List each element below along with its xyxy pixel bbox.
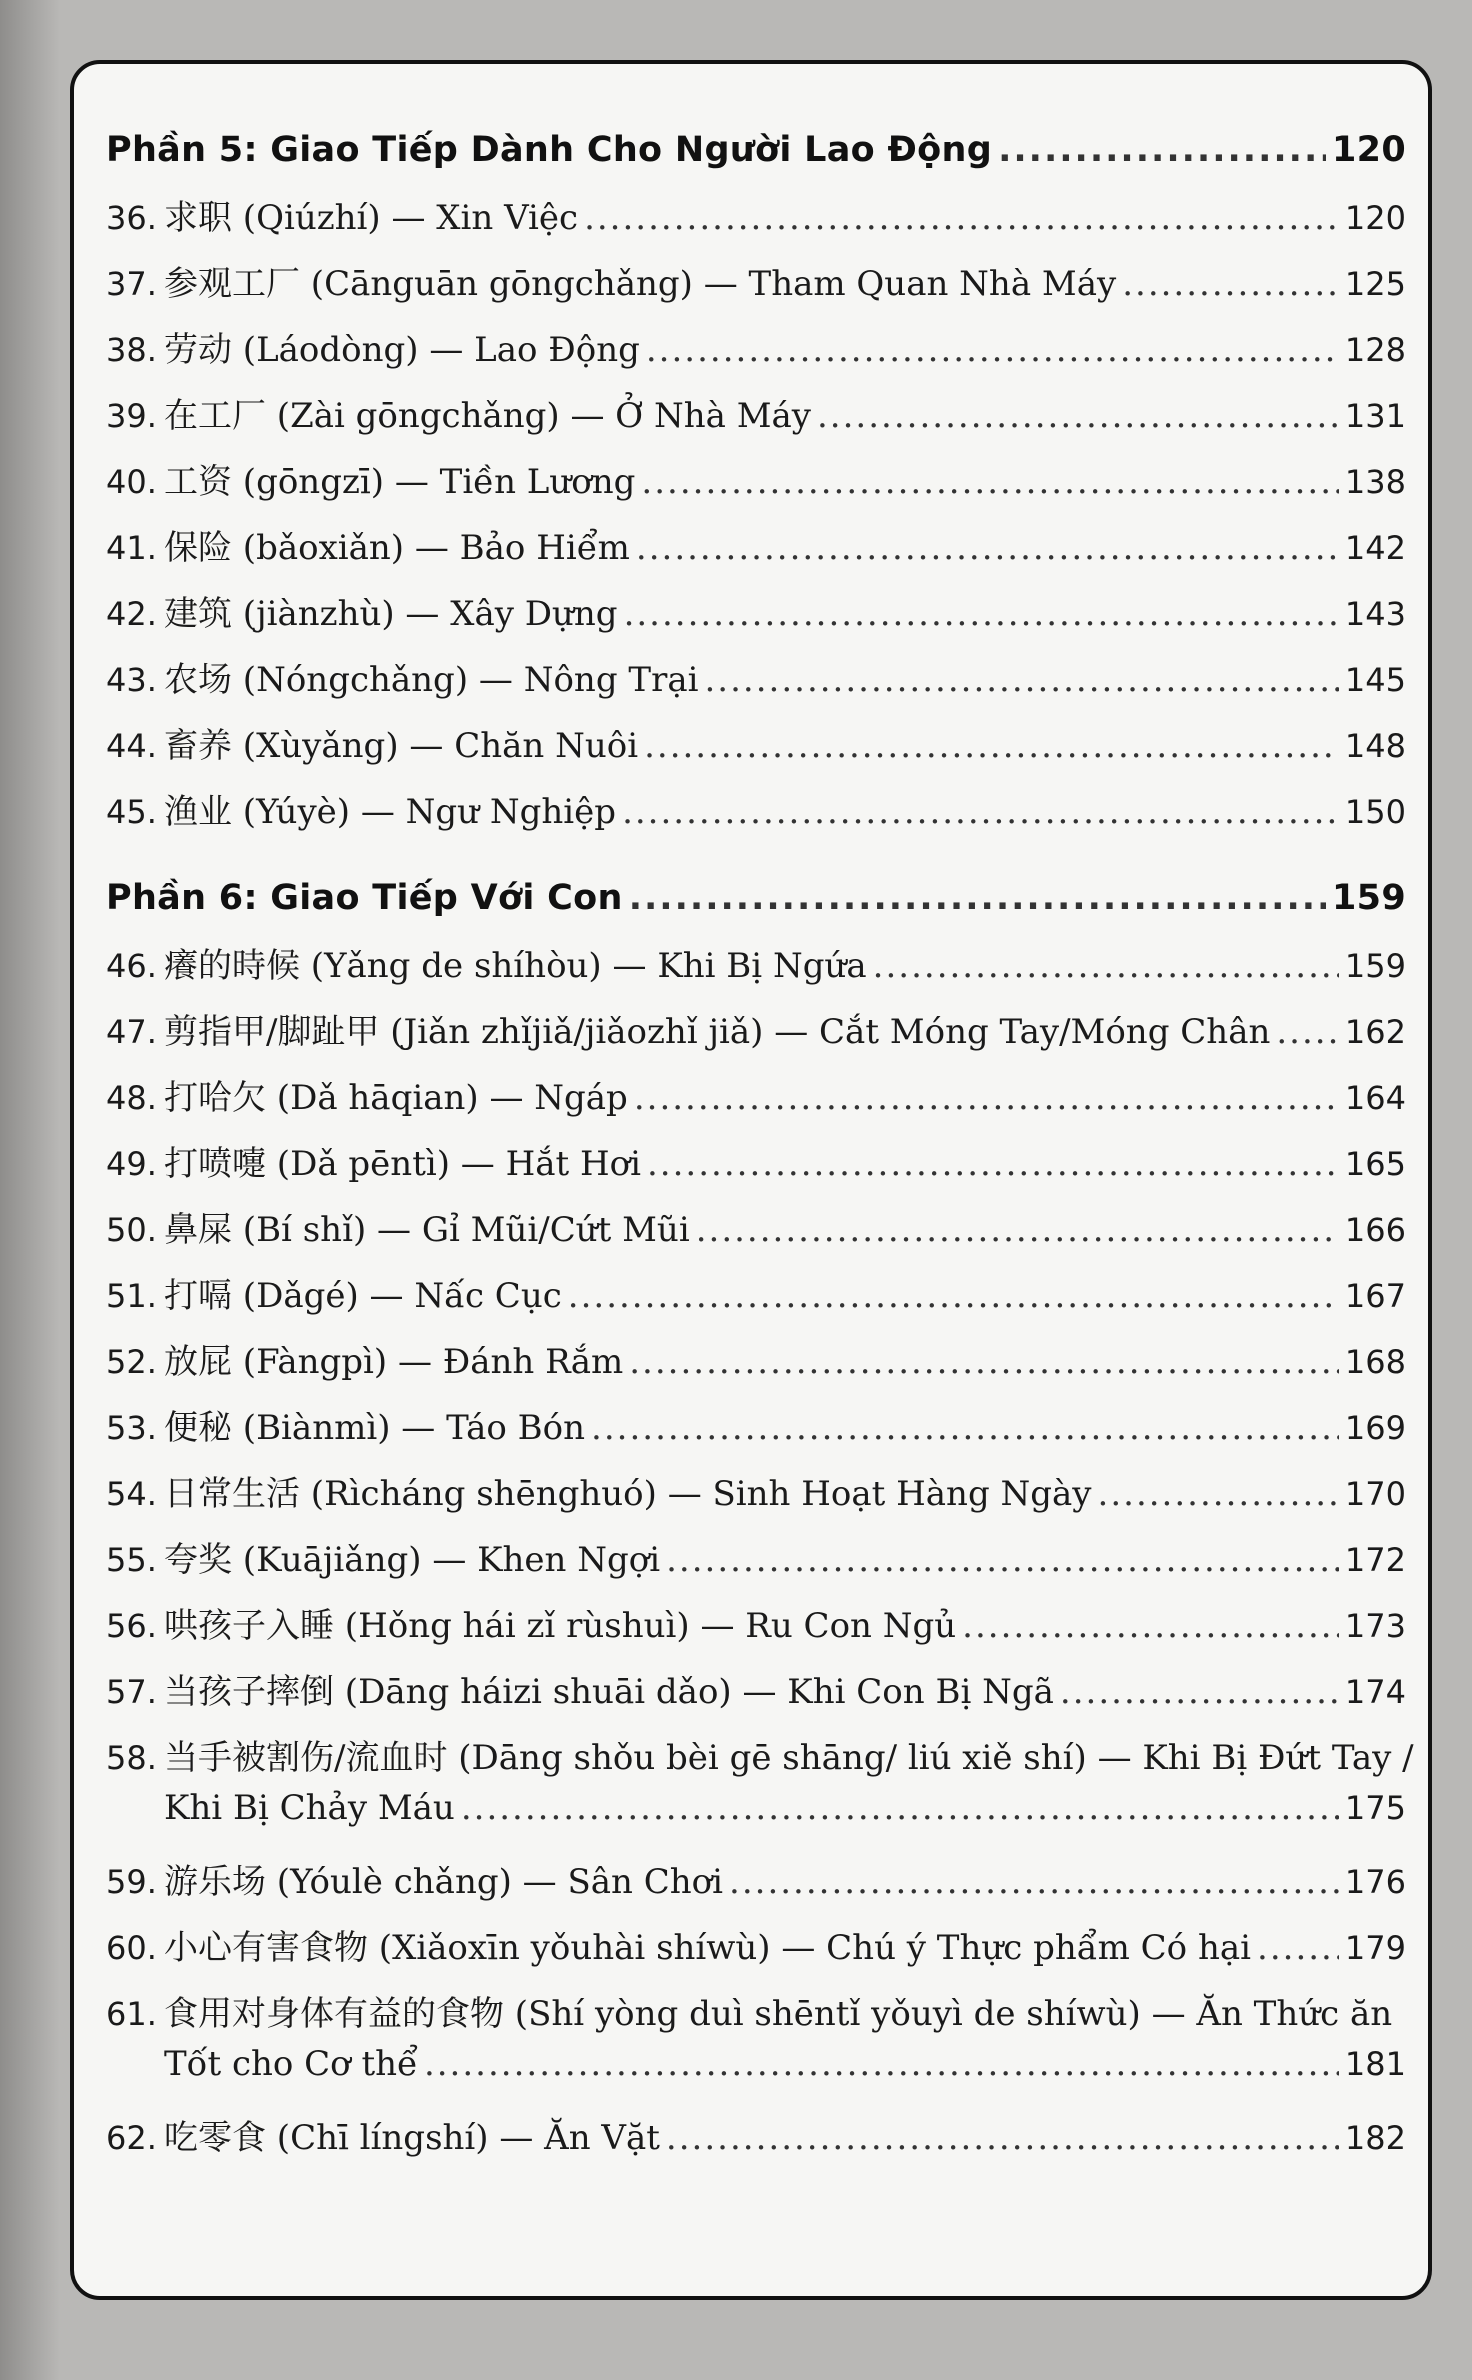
toc-entry [106, 1920, 1406, 1986]
dot-leader [704, 660, 1338, 700]
entry-number: 60. [106, 1929, 157, 1967]
entry-title: 吃零食 (Chī língshí) — Ăn Vặt [164, 2118, 660, 2158]
entry-title: 剪指甲/脚趾甲 (Jiǎn zhǐjiǎ/jiǎozhǐ jiǎ) — Cắt Móng Tay/Móng Chân [164, 1012, 1271, 1052]
entry-page-number: 162 [1344, 1013, 1406, 1051]
entry-page-number: 169 [1344, 1409, 1406, 1447]
toc-entry [106, 256, 1406, 322]
toc-entry [106, 1598, 1406, 1664]
entry-number: 50. [106, 1211, 157, 1249]
entry-number: 52. [106, 1343, 157, 1381]
entry-page-number: 150 [1344, 793, 1406, 831]
entry-title: 游乐场 (Yóulè chǎng) — Sân Chơi [164, 1862, 724, 1902]
entry-title: 打嗝 (Dǎgé) — Nấc Cục [164, 1276, 562, 1316]
dot-leader [696, 1210, 1339, 1250]
entry-title: 保险 (bǎoxiǎn) — Bảo Hiểm [164, 528, 630, 568]
entry-title: 当孩子摔倒 (Dāng háizi shuāi dǎo) — Khi Con Bị Ngã [164, 1672, 1054, 1712]
dot-leader [629, 1342, 1339, 1382]
section-title: Phần 5: Giao Tiếp Dành Cho Người Lao Động [106, 130, 993, 170]
entry-title: 农场 (Nóngchǎng) — Nông Trại [164, 660, 699, 700]
dot-leader [641, 462, 1339, 502]
entry-title: 当手被割伤/流血时 (Dāng shǒu bèi gē shāng/ liú xiě shí) — Khi Bị Đứt Tay / [164, 1738, 1414, 1778]
entry-page-number: 128 [1344, 331, 1406, 369]
entry-title: 畜养 (Xùyǎng) — Chăn Nuôi [164, 726, 639, 766]
dot-leader [1276, 1012, 1339, 1052]
entry-number: 41. [106, 529, 157, 567]
toc-entry [106, 1136, 1406, 1202]
entry-number: 62. [106, 2119, 157, 2157]
dot-leader [644, 726, 1339, 766]
entry-page-number: 131 [1344, 397, 1406, 435]
toc-entry [106, 1854, 1406, 1920]
entry-page-number: 142 [1344, 529, 1406, 567]
toc-entry [106, 1268, 1406, 1334]
entry-number: 57. [106, 1673, 157, 1711]
entry-number: 54. [106, 1475, 157, 1513]
toc-entry [106, 1070, 1406, 1136]
entry-page-number: 165 [1344, 1145, 1406, 1183]
toc-entry [106, 1400, 1406, 1466]
entry-page-number: 166 [1344, 1211, 1406, 1249]
entry-title: 劳动 (Láodòng) — Lao Động [164, 330, 640, 370]
entry-title-continued: Khi Bị Chảy Máu [164, 1788, 455, 1828]
entry-number: 44. [106, 727, 157, 765]
entry-number: 42. [106, 595, 157, 633]
toc-entry [106, 1730, 1414, 1854]
entry-page-number: 181 [1344, 2045, 1406, 2083]
dot-leader [998, 130, 1326, 170]
entry-title: 夸奖 (Kuājiǎng) — Khen Ngợi [164, 1540, 661, 1580]
dot-leader [1122, 264, 1339, 304]
entry-title: 建筑 (jiànzhù) — Xây Dựng [164, 594, 618, 634]
dot-leader [873, 946, 1339, 986]
dot-leader [817, 396, 1339, 436]
entry-page-number: 148 [1344, 727, 1406, 765]
entry-number: 46. [106, 947, 157, 985]
dot-leader [424, 2044, 1339, 2084]
toc-entry [106, 1986, 1406, 2110]
dot-leader [584, 198, 1339, 238]
entry-title: 日常生活 (Rìcháng shēnghuó) — Sinh Hoạt Hàng Ngày [164, 1474, 1092, 1514]
entry-title: 哄孩子入睡 (Hǒng hái zǐ rùshuì) — Ru Con Ngủ [164, 1606, 957, 1646]
section-page-number: 120 [1332, 130, 1406, 170]
entry-title: 放屁 (Fàngpì) — Đánh Rắm [164, 1342, 624, 1382]
entry-title: 打哈欠 (Dǎ hāqian) — Ngáp [164, 1078, 628, 1118]
entry-number: 49. [106, 1145, 157, 1183]
entry-page-number: 174 [1344, 1673, 1406, 1711]
toc-entry-line [106, 2044, 1406, 2110]
entry-title: 在工厂 (Zài gōngchǎng) — Ở Nhà Máy [164, 396, 811, 436]
entry-title: 小心有害食物 (Xiǎoxīn yǒuhài shíwù) — Chú ý Thực phẩm Có hại [164, 1928, 1252, 1968]
entry-title: 工资 (gōngzī) — Tiền Lương [164, 462, 636, 502]
dot-leader [647, 1144, 1339, 1184]
dot-leader [624, 594, 1339, 634]
toc-entry [106, 1334, 1406, 1400]
entry-page-number: 179 [1344, 1929, 1406, 1967]
entry-number: 37. [106, 265, 157, 303]
toc-entry [106, 718, 1406, 784]
dot-leader [634, 1078, 1339, 1118]
section-gap [106, 850, 1406, 878]
toc-entry [106, 1664, 1406, 1730]
page-edge-shadow [0, 0, 60, 2380]
toc-entry [106, 652, 1406, 718]
dot-leader [591, 1408, 1339, 1448]
entry-page-number: 173 [1344, 1607, 1406, 1645]
dot-leader [729, 1862, 1339, 1902]
entry-title: 参观工厂 (Cānguān gōngchǎng) — Tham Quan Nhà Máy [164, 264, 1117, 304]
entry-page-number: 168 [1344, 1343, 1406, 1381]
dot-leader [1060, 1672, 1339, 1712]
toc-entry [106, 586, 1406, 652]
section-page-number: 159 [1332, 878, 1406, 918]
entry-title: 便秘 (Biànmì) — Táo Bón [164, 1408, 586, 1448]
entry-title: 打喷嚏 (Dǎ pēntì) — Hắt Hơi [164, 1144, 641, 1184]
dot-leader [568, 1276, 1339, 1316]
dot-leader [666, 2118, 1339, 2158]
toc-entry [106, 1202, 1406, 1268]
toc-entry [106, 2110, 1406, 2176]
toc-entry [106, 938, 1406, 1004]
entry-page-number: 159 [1344, 947, 1406, 985]
entry-title-continued: Tốt cho Cơ thể [164, 2044, 418, 2084]
entry-number: 61. [106, 1995, 157, 2033]
entry-page-number: 175 [1344, 1789, 1406, 1827]
entry-title: 鼻屎 (Bí shǐ) — Gỉ Mũi/Cứt Mũi [164, 1210, 690, 1250]
toc-entry-line [106, 1986, 1406, 2044]
dot-leader [962, 1606, 1339, 1646]
entry-page-number: 120 [1344, 199, 1406, 237]
toc-entry [106, 190, 1406, 256]
toc-entry [106, 454, 1406, 520]
entry-number: 58. [106, 1739, 157, 1777]
book-page [70, 60, 1432, 2300]
toc-entry [106, 1466, 1406, 1532]
toc-entry [106, 322, 1406, 388]
entry-page-number: 170 [1344, 1475, 1406, 1513]
table-of-contents [106, 130, 1414, 2176]
entry-number: 43. [106, 661, 157, 699]
entry-page-number: 143 [1344, 595, 1406, 633]
toc-entry-line [106, 1730, 1414, 1788]
dot-leader [622, 792, 1339, 832]
entry-number: 39. [106, 397, 157, 435]
dot-leader [646, 330, 1339, 370]
entry-title: 求职 (Qiúzhí) — Xin Việc [164, 198, 579, 238]
entry-title: 癢的時候 (Yǎng de shíhòu) — Khi Bị Ngứa [164, 946, 867, 986]
entry-number: 59. [106, 1863, 157, 1901]
toc-entry [106, 1532, 1406, 1598]
entry-page-number: 164 [1344, 1079, 1406, 1117]
entry-page-number: 145 [1344, 661, 1406, 699]
entry-page-number: 167 [1344, 1277, 1406, 1315]
entry-number: 38. [106, 331, 157, 369]
entry-page-number: 182 [1344, 2119, 1406, 2157]
entry-number: 55. [106, 1541, 157, 1579]
dot-leader [629, 878, 1326, 918]
entry-page-number: 172 [1344, 1541, 1406, 1579]
dot-leader [666, 1540, 1339, 1580]
entry-page-number: 125 [1344, 265, 1406, 303]
toc-entry [106, 520, 1406, 586]
toc-entry [106, 388, 1406, 454]
entry-number: 48. [106, 1079, 157, 1117]
entry-number: 51. [106, 1277, 157, 1315]
entry-number: 36. [106, 199, 157, 237]
toc-entry-line [106, 1788, 1406, 1854]
entry-number: 45. [106, 793, 157, 831]
entry-number: 56. [106, 1607, 157, 1645]
section-heading [106, 130, 1406, 190]
section-heading [106, 878, 1406, 938]
toc-entry [106, 784, 1406, 850]
section-title: Phần 6: Giao Tiếp Với Con [106, 878, 623, 918]
entry-number: 47. [106, 1013, 157, 1051]
entry-title: 渔业 (Yúyè) — Ngư Nghiệp [164, 792, 617, 832]
dot-leader [1098, 1474, 1339, 1514]
entry-number: 40. [106, 463, 157, 501]
dot-leader [636, 528, 1339, 568]
dot-leader [461, 1788, 1339, 1828]
entry-title: 食用对身体有益的食物 (Shí yòng duì shēntǐ yǒuyì de shíwù) — Ăn Thức ăn [164, 1994, 1393, 2034]
toc-entry [106, 1004, 1406, 1070]
entry-page-number: 176 [1344, 1863, 1406, 1901]
dot-leader [1257, 1928, 1339, 1968]
entry-number: 53. [106, 1409, 157, 1447]
entry-page-number: 138 [1344, 463, 1406, 501]
